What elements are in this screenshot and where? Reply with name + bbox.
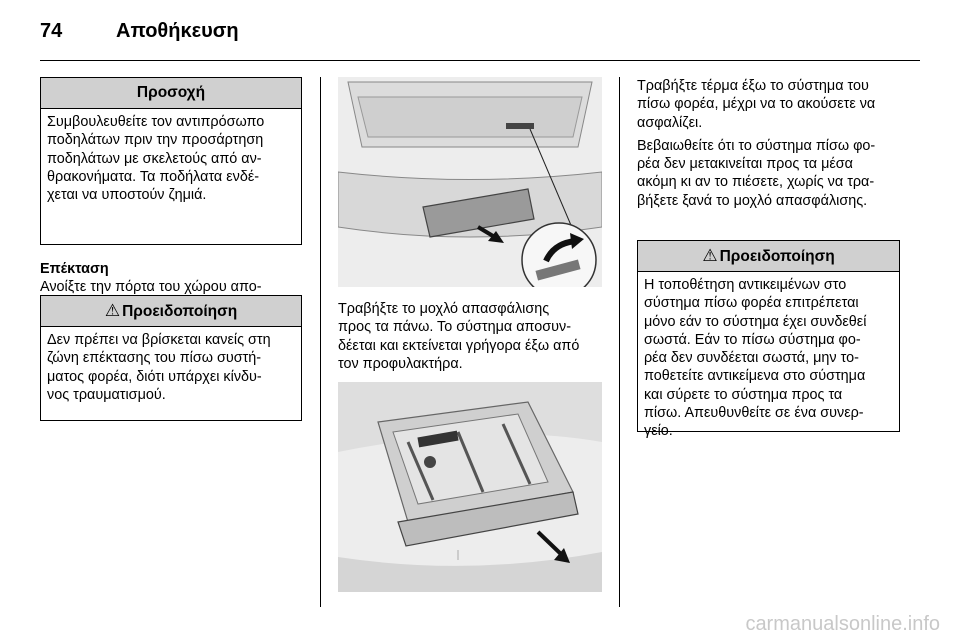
warning-triangle-icon: ⚠ bbox=[104, 301, 121, 320]
caution-line: ποδηλάτων με σκελετούς από αν- bbox=[47, 150, 262, 167]
warning-line: και σύρετε το σύστημα προς τα bbox=[644, 386, 843, 403]
warning-line: νος τραυματισμού. bbox=[47, 386, 166, 403]
warning-line: μόνο εάν το σύστημα έχει συνδεθεί bbox=[644, 313, 867, 330]
warning-line: Δεν πρέπει να βρίσκεται κανείς στη bbox=[47, 332, 271, 348]
caution-line: θρακονήματα. Τα ποδήλατα ενδέ- bbox=[47, 168, 260, 185]
warning-line: ζώνη επέκτασης του πίσω συστή- bbox=[47, 350, 262, 367]
column-divider-1 bbox=[320, 77, 321, 607]
page-title: Αποθήκευση bbox=[116, 20, 239, 42]
figure-bumper-lever bbox=[338, 77, 602, 287]
warning-line: σωστά. Εάν το πίσω σύστημα φο- bbox=[644, 331, 861, 348]
caution-line: Συμβουλευθείτε τον αντιπρόσωπο bbox=[47, 114, 265, 130]
warning-box-1 bbox=[40, 295, 302, 421]
watermark: carmanualsonline.info bbox=[745, 613, 940, 635]
column-divider-2 bbox=[619, 77, 620, 607]
bumper-lever-illustration bbox=[338, 77, 602, 287]
warning-line: σύστημα πίσω φορέα επιτρέπεται bbox=[644, 295, 859, 312]
caption-line: προς τα πάνω. Το σύστημα αποσυν- bbox=[338, 319, 571, 336]
warning-box-2 bbox=[637, 240, 900, 440]
warning-line: ματος φορέα, διότι υπάρχει κίνδυ- bbox=[47, 368, 262, 385]
caution-line: ποδηλάτων πριν την προσάρτηση bbox=[47, 132, 264, 149]
body-line: βήξετε ξανά το μοχλό απασφάλισης. bbox=[637, 192, 868, 209]
warning-line: γείο. bbox=[644, 423, 673, 440]
body-line: Βεβαιωθείτε ότι το σύστημα πίσω φο- bbox=[637, 137, 876, 154]
extension-line: Ανοίξτε την πόρτα του χώρου απο- bbox=[40, 279, 262, 296]
warning-line: πίσω. Απευθυνθείτε σε ένα συνερ- bbox=[644, 405, 864, 422]
warning-title-text: Προειδοποίηση bbox=[122, 303, 238, 320]
caption-line: δέεται και εκτείνεται γρήγορα έξω από bbox=[338, 337, 580, 354]
caution-line: χεται να υποστούν ζημιά. bbox=[47, 187, 207, 204]
caption-line: τον προφυλακτήρα. bbox=[338, 355, 463, 372]
figure-carrier-extension bbox=[338, 382, 602, 592]
caution-box-title: Προσοχή bbox=[41, 78, 301, 109]
warning-triangle-icon: ⚠ bbox=[702, 246, 718, 265]
body-line: ασφαλίζει. bbox=[637, 114, 703, 131]
caption-line: Τραβήξτε το μοχλό απασφάλισης bbox=[338, 301, 550, 317]
col3-text bbox=[637, 77, 922, 215]
warning-line: ποθετείτε αντικείμενα στο σύστημα bbox=[644, 368, 866, 385]
page-header bbox=[0, 12, 960, 60]
warning-title-text: Προειδοποίηση bbox=[719, 248, 835, 265]
extension-heading: Επέκταση bbox=[40, 261, 109, 277]
caution-box bbox=[40, 77, 302, 245]
body-line: Τραβήξτε τέρμα έξω το σύστημα του bbox=[637, 78, 869, 94]
warning-line: ρέα δεν συνδέεται σωστά, μην το- bbox=[644, 350, 859, 367]
warning-line: Η τοποθέτηση αντικειμένων στο bbox=[644, 277, 847, 293]
warning-box-1-title bbox=[41, 296, 301, 327]
body-line: πίσω φορέα, μέχρι να το ακούσετε να bbox=[637, 96, 876, 113]
header-rule bbox=[40, 60, 920, 61]
body-line: ακόμη κι αν το πιέσετε, χωρίς να τρα- bbox=[637, 174, 875, 191]
page-number: 74 bbox=[40, 20, 63, 42]
warning-box-2-title bbox=[638, 241, 899, 272]
body-line: ρέα δεν μετακινείται προς τα μέσα bbox=[637, 156, 853, 173]
col2-caption bbox=[338, 300, 618, 373]
carrier-extension-illustration bbox=[338, 382, 602, 592]
